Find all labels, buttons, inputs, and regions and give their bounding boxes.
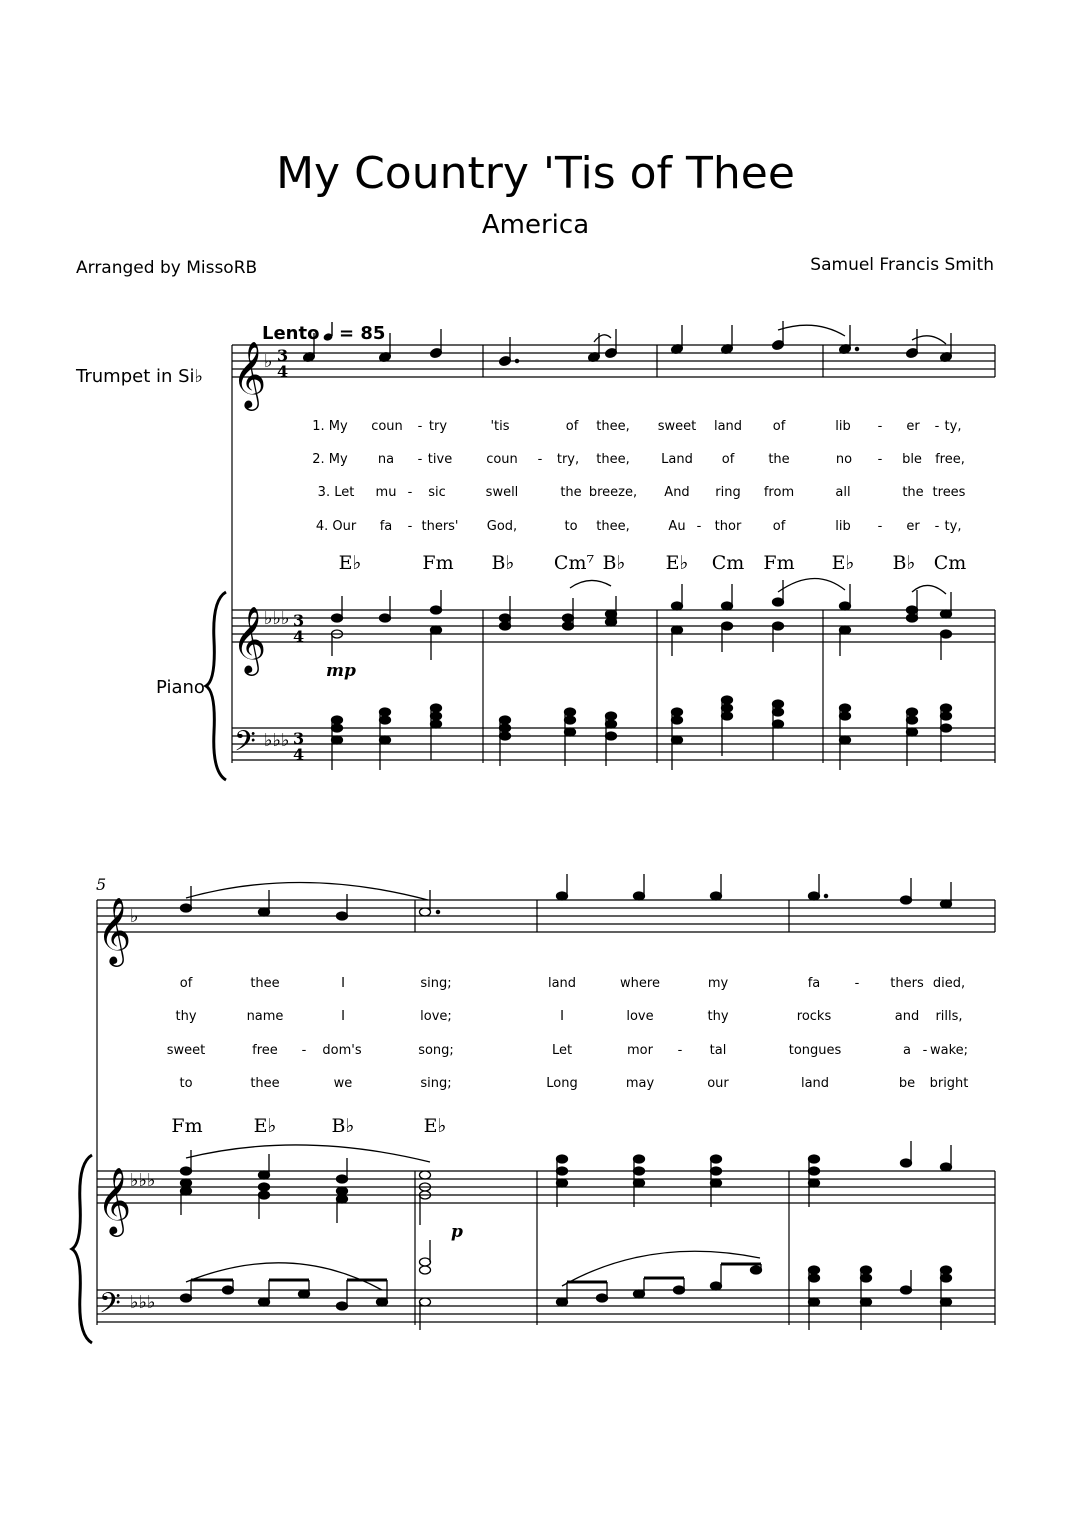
lyric-syllable: ty, xyxy=(944,419,962,434)
chord-symbol: B♭ xyxy=(892,552,916,574)
lyric-syllable: died, xyxy=(932,976,966,991)
lyric-syllable: a xyxy=(903,1043,911,1058)
lyric-syllable: thee, xyxy=(596,419,630,434)
lyric-syllable: - xyxy=(877,419,883,434)
lyric-syllable: we xyxy=(333,1076,353,1091)
lyric-syllable: thy xyxy=(175,1009,197,1024)
piano-bass-notes xyxy=(332,696,952,770)
lyric-syllable: thee xyxy=(250,976,280,991)
lyric-syllable: thers' xyxy=(421,519,459,534)
chord-symbol: Cm xyxy=(711,552,745,574)
time-sig-top: 3 xyxy=(293,729,305,748)
tempo-value: = 85 xyxy=(339,323,386,344)
time-sig-bottom: 4 xyxy=(293,627,305,646)
lyric-syllable: of xyxy=(772,519,786,534)
treble-clef-icon: 𝄞 xyxy=(97,896,132,964)
measure-number: 5 xyxy=(96,875,107,894)
lyric-syllable: 2. My xyxy=(312,452,348,467)
trumpet-notes xyxy=(302,321,952,367)
lyric-syllable: of xyxy=(565,419,579,434)
lyric-syllable: tive xyxy=(427,452,453,467)
lyric-syllable: fa xyxy=(807,976,821,991)
lyric-syllable: thee, xyxy=(596,519,630,534)
lyrics-system-2 xyxy=(167,976,969,1091)
lyric-syllable: 1. My xyxy=(312,419,348,434)
trumpet-slur-2 xyxy=(186,882,428,900)
lyric-syllable: wake; xyxy=(929,1043,969,1058)
lyric-syllable: thy xyxy=(707,1009,729,1024)
flat-key-icon: ♭ xyxy=(130,906,139,927)
lyric-syllable: the xyxy=(902,485,924,500)
time-sig-top: 3 xyxy=(277,346,289,365)
lyric-syllable: - xyxy=(877,452,883,467)
lyric-syllable: mu xyxy=(375,485,397,500)
lyric-syllable: of xyxy=(721,452,735,467)
treble-clef-icon: 𝄞 xyxy=(232,605,267,673)
lyric-syllable: - xyxy=(854,976,860,991)
flat-key-icon: ♭♭♭ xyxy=(264,730,290,751)
lyric-syllable: 3. Let xyxy=(317,485,355,500)
lyric-syllable: coun xyxy=(486,452,518,467)
lyric-syllable: I xyxy=(341,1009,345,1024)
lyric-syllable: thers xyxy=(890,976,924,991)
lyric-syllable: Land xyxy=(661,452,693,467)
lyric-syllable: - xyxy=(407,519,413,534)
lyric-syllable: land xyxy=(713,419,743,434)
piano-bass-slurs-2 xyxy=(186,1251,760,1290)
lyric-syllable: er xyxy=(906,519,920,534)
lyric-syllable: rocks xyxy=(796,1009,832,1024)
time-sig-top: 3 xyxy=(293,611,305,630)
piano-treble-slur-2 xyxy=(186,1145,430,1162)
lyric-syllable: - xyxy=(934,519,940,534)
treble-clef-icon: 𝄞 xyxy=(232,340,267,408)
chords-system-1 xyxy=(339,552,967,574)
chord-symbol: Fm xyxy=(422,552,454,574)
lyric-syllable: name xyxy=(246,1009,284,1024)
chord-symbol: Fm xyxy=(171,1115,203,1137)
lyric-syllable: - xyxy=(537,452,543,467)
trumpet-slurs xyxy=(594,325,946,344)
piano-bass-notes-2 xyxy=(181,1240,952,1330)
chord-symbol: B♭ xyxy=(331,1115,355,1137)
chord-symbol: B♭ xyxy=(491,552,515,574)
lyric-syllable: trees xyxy=(932,485,966,500)
piano-bass-staff-2 xyxy=(97,1290,995,1322)
lyric-syllable: to xyxy=(179,1076,193,1091)
lyric-syllable: sweet xyxy=(166,1043,206,1058)
trumpet-label: Trumpet in Si♭ xyxy=(76,366,204,387)
flat-key-icon: ♭♭♭ xyxy=(264,608,290,629)
lyric-syllable: - xyxy=(407,485,413,500)
trumpet-notes-2 xyxy=(181,874,952,920)
lyric-syllable: free xyxy=(252,1043,278,1058)
chord-symbol: Cm xyxy=(933,552,967,574)
tempo-note-icon xyxy=(323,322,334,342)
lyric-syllable: our xyxy=(707,1076,729,1091)
lyric-syllable: may xyxy=(625,1076,655,1091)
lyric-syllable: coun xyxy=(371,419,403,434)
lyric-syllable: where xyxy=(620,976,660,991)
lyric-syllable: from xyxy=(763,485,795,500)
lyric-syllable: - xyxy=(417,419,423,434)
lyric-syllable: tal xyxy=(709,1043,727,1058)
lyric-syllable: I xyxy=(341,976,345,991)
lyric-syllable: - xyxy=(696,519,702,534)
lyric-syllable: Au xyxy=(668,519,686,534)
lyric-syllable: be xyxy=(898,1076,916,1091)
lyric-syllable: - xyxy=(877,519,883,534)
lyric-syllable: and xyxy=(894,1009,920,1024)
dynamic-p: p xyxy=(451,1222,463,1242)
lyric-syllable: thee, xyxy=(596,452,630,467)
chord-symbol: E♭ xyxy=(338,552,362,574)
lyric-syllable: I xyxy=(560,1009,564,1024)
lyric-syllable: bright xyxy=(929,1076,969,1091)
lyric-syllable: song; xyxy=(418,1043,454,1058)
lyric-syllable: thor xyxy=(714,519,742,534)
lyric-syllable: sing; xyxy=(420,976,452,991)
lyric-syllable: love xyxy=(626,1009,654,1024)
lyric-syllable: sic xyxy=(428,485,446,500)
bass-clef-icon: 𝄢 xyxy=(234,725,256,765)
lyric-syllable: to xyxy=(564,519,578,534)
lyric-syllable: And xyxy=(664,485,690,500)
lyric-syllable: fa xyxy=(379,519,393,534)
page-subtitle: America xyxy=(481,210,590,240)
dynamic-mp: mp xyxy=(326,661,356,681)
lyric-syllable: ty, xyxy=(944,519,962,534)
piano-treble-slurs xyxy=(570,578,946,594)
lyric-syllable: - xyxy=(417,452,423,467)
piano-brace xyxy=(206,592,226,780)
lyric-syllable: 4. Our xyxy=(315,519,357,534)
lyric-syllable: ble xyxy=(902,452,922,467)
lyric-syllable: - xyxy=(301,1043,307,1058)
lyric-syllable: the xyxy=(768,452,790,467)
lyric-syllable: - xyxy=(922,1043,928,1058)
lyric-syllable: sing; xyxy=(420,1076,452,1091)
lyric-syllable: try xyxy=(428,419,448,434)
flat-key-icon: ♭ xyxy=(264,351,273,372)
lyric-syllable: Let xyxy=(551,1043,573,1058)
composer-credit: Samuel Francis Smith xyxy=(810,255,994,275)
piano-label: Piano xyxy=(156,677,205,698)
lyric-syllable: all xyxy=(835,485,851,500)
flat-key-icon: ♭♭♭ xyxy=(130,1170,156,1191)
lyric-syllable: tongues xyxy=(788,1043,842,1058)
piano-treble-notes-2 xyxy=(181,1141,952,1225)
lyric-syllable: - xyxy=(677,1043,683,1058)
lyric-syllable: dom's xyxy=(322,1043,362,1058)
chord-symbol: E♭ xyxy=(831,552,855,574)
lyric-syllable: God, xyxy=(486,519,518,534)
lyric-syllable: Long xyxy=(546,1076,578,1091)
piano-brace-2 xyxy=(72,1155,92,1343)
page-title: My Country 'Tis of Thee xyxy=(276,148,795,199)
arranger-credit: Arranged by MissoRB xyxy=(76,258,258,278)
chords-system-2 xyxy=(171,1115,446,1137)
lyric-syllable: lib xyxy=(835,419,851,434)
lyric-syllable: sweet xyxy=(657,419,697,434)
lyric-syllable: of xyxy=(179,976,193,991)
lyric-syllable: lib xyxy=(835,519,851,534)
lyric-syllable: my xyxy=(707,976,729,991)
chord-symbol: Fm xyxy=(763,552,795,574)
flat-key-icon: ♭♭♭ xyxy=(130,1292,156,1313)
lyric-syllable: rills, xyxy=(935,1009,963,1024)
lyric-syllable: no xyxy=(835,452,853,467)
trumpet-staff-2 xyxy=(97,900,995,1325)
chord-symbol: E♭ xyxy=(253,1115,277,1137)
lyric-syllable: thee xyxy=(250,1076,280,1091)
lyric-syllable: land xyxy=(547,976,577,991)
tempo-marking: Lento xyxy=(262,323,320,344)
chord-symbol: E♭ xyxy=(665,552,689,574)
bass-clef-icon: 𝄢 xyxy=(99,1287,121,1327)
lyric-syllable: ring xyxy=(715,485,741,500)
lyric-syllable: free, xyxy=(935,452,965,467)
time-sig-bottom: 4 xyxy=(293,745,305,764)
lyric-syllable: - xyxy=(934,419,940,434)
lyric-syllable: er xyxy=(906,419,920,434)
lyric-syllable: swell xyxy=(485,485,519,500)
lyric-syllable: land xyxy=(800,1076,830,1091)
lyric-syllable: na xyxy=(377,452,395,467)
lyric-syllable: try, xyxy=(556,452,580,467)
lyrics-system-1 xyxy=(312,419,965,534)
time-sig-bottom: 4 xyxy=(277,362,289,381)
lyric-syllable: breeze, xyxy=(588,485,638,500)
treble-clef-icon: 𝄞 xyxy=(97,1166,132,1234)
lyric-syllable: love; xyxy=(420,1009,452,1024)
piano-treble-notes xyxy=(332,580,952,660)
lyric-syllable: mor xyxy=(627,1043,653,1058)
chord-symbol: Cm⁷ xyxy=(553,552,595,574)
lyric-syllable: of xyxy=(772,419,786,434)
lyric-syllable: the xyxy=(560,485,582,500)
chord-symbol: B♭ xyxy=(602,552,626,574)
chord-symbol: E♭ xyxy=(423,1115,447,1137)
lyric-syllable: 'tis xyxy=(490,419,510,434)
